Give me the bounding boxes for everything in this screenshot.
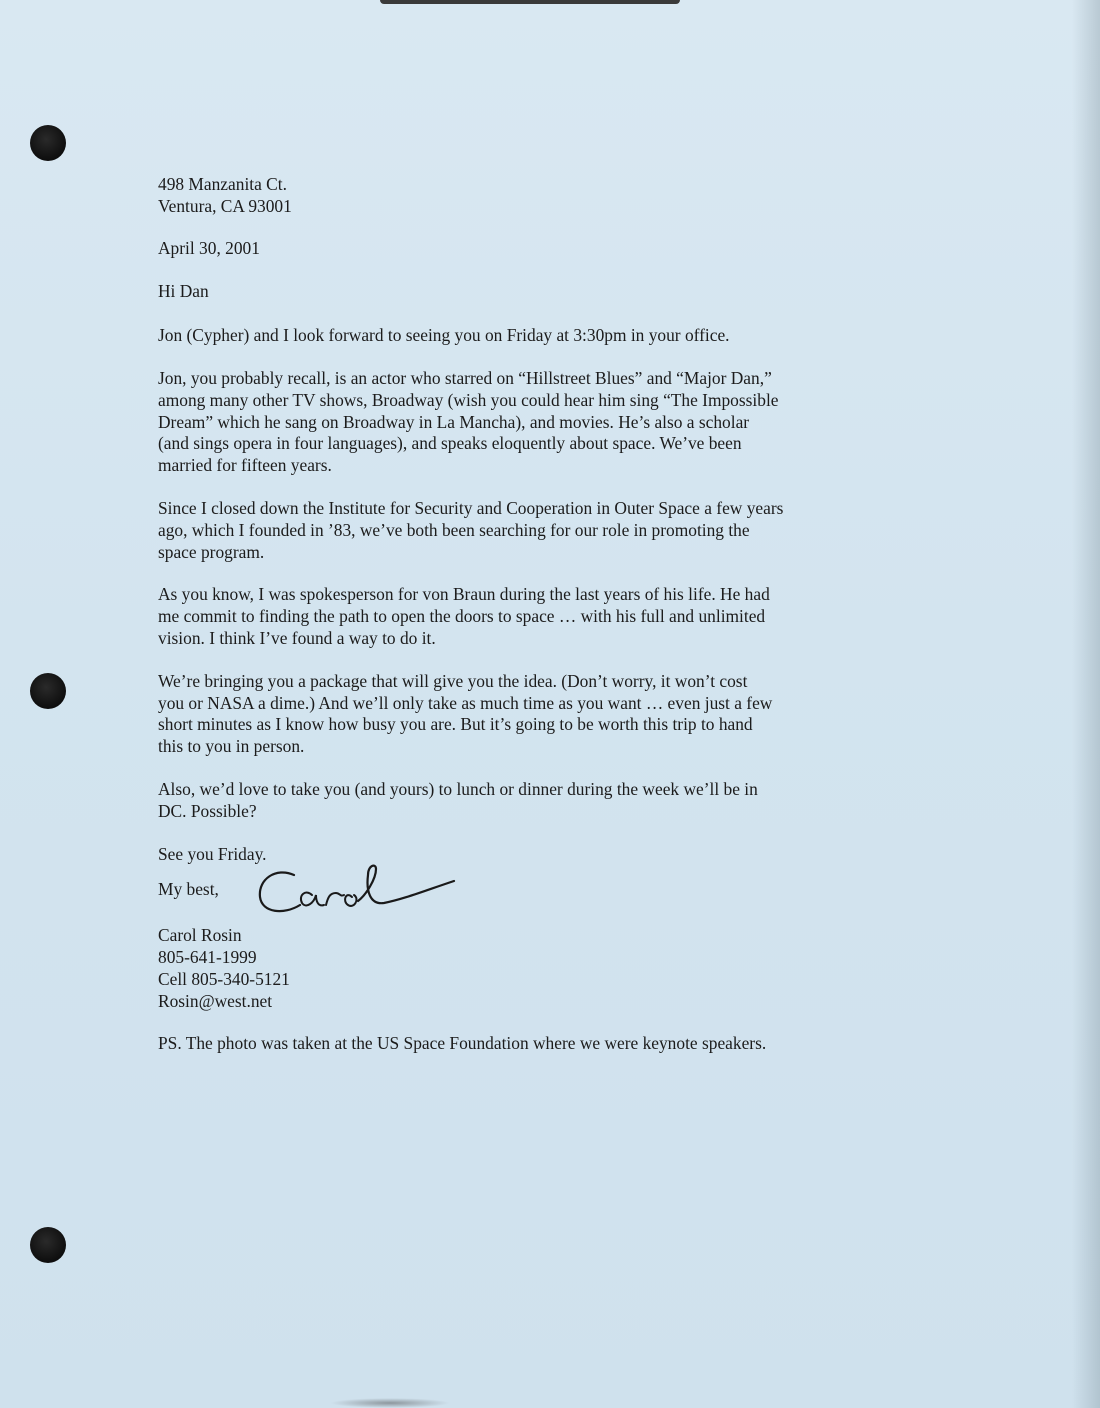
sign-off xyxy=(158,879,948,919)
paragraph-1: Jon (Cypher) and I look forward to seeing you on Friday at 3:30pm in your office. xyxy=(158,325,730,346)
scan-bottom-mark xyxy=(330,1398,450,1408)
sender-name: Carol Rosin xyxy=(158,925,242,946)
paragraph-4: As you know, I was spokesperson for von Braun during the last years of his life. He had me commit to finding the path to open the doors to space … with his full and unlimited vision. I think I’ve found a way to do it. xyxy=(158,584,770,648)
address-line-2: Ventura, CA 93001 xyxy=(158,195,292,216)
paragraph-3: Since I closed down the Institute for Security and Cooperation in Outer Space a few years ago, which I founded in ’83, we’ve both been searching for our role in promoting the space program. xyxy=(158,497,784,562)
sender-contact xyxy=(158,925,948,1012)
signature-carol xyxy=(254,861,464,921)
punch-hole-top xyxy=(30,125,66,161)
address-line-1: 498 Manzanita Ct. xyxy=(158,174,287,194)
closing: My best, xyxy=(158,879,219,900)
scan-top-mark xyxy=(380,0,680,4)
paragraph-5: We’re bringing you a package that will give you the idea. (Don’t worry, it won’t cost you or NASA a dime.) And we’ll only take as much time as you want … even just a few short minutes as I know how busy you are. But it’s going to be worth this trip to hand this to you in person. xyxy=(158,670,773,757)
punch-hole-middle xyxy=(30,673,66,709)
paragraph-6: Also, we’d love to take you (and yours) to lunch or dinner during the week we’ll be in DC. Possible? xyxy=(158,778,758,821)
punch-hole-bottom xyxy=(30,1227,66,1263)
sender-cell: Cell 805-340-5121 xyxy=(158,968,290,989)
paragraph-2: Jon, you probably recall, is an actor who starred on “Hillstreet Blues” and “Major Dan,” among many other TV shows, Broadway (wish you could hear him sing “The Impossible Dream” which he sang on Broadway in La Mancha), and movies. He’s also a scholar (and sings opera in four languages), and speaks eloquently about space. We’ve been married for fifteen years. xyxy=(158,367,779,476)
sender-email: Rosin@west.net xyxy=(158,990,273,1011)
postscript: PS. The photo was taken at the US Space Foundation where we were keynote speakers. xyxy=(158,1032,767,1053)
letter-date: April 30, 2001 xyxy=(158,237,260,258)
letter-body xyxy=(158,174,948,1054)
page-edge-shadow xyxy=(1072,0,1100,1408)
sender-address xyxy=(158,174,948,218)
sender-phone: 805-641-1999 xyxy=(158,947,257,968)
greeting: Hi Dan xyxy=(158,281,209,302)
see-you-line: See you Friday. xyxy=(158,843,267,864)
